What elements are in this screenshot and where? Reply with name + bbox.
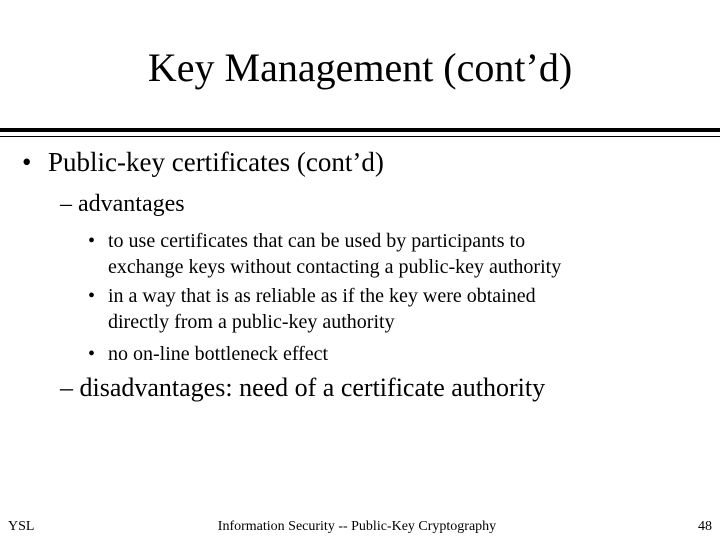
advantage-line: exchange keys without contacting a public-key authority: [108, 256, 562, 278]
advantage-item: [88, 228, 688, 280]
slide-title: Key Management (cont’d): [147, 45, 573, 90]
dash-icon: –: [60, 373, 73, 402]
bullet-icon: •: [88, 285, 96, 307]
sub-bullet-advantages: [60, 189, 185, 219]
advantage-line: no on-line bottleneck effect: [108, 343, 329, 365]
footer-course-title: Information Security -- Public-Key Cryptography: [217, 519, 497, 534]
sub-bullet-text: disadvantages: need of a certificate authority: [79, 373, 546, 402]
footer-author: YSL: [8, 519, 35, 534]
sub-bullet-disadvantages: [60, 373, 545, 403]
footer-page-number: 48: [698, 519, 712, 534]
title-divider-thin: [0, 136, 720, 137]
bullet-icon: •: [88, 230, 96, 252]
bullet-public-key-certificates: [22, 145, 384, 179]
dash-icon: –: [60, 191, 72, 217]
bullet-icon: •: [22, 147, 32, 177]
advantage-line: in a way that is as reliable as if the key were obtained: [108, 285, 536, 307]
sub-bullet-text: advantages: [78, 191, 185, 217]
advantage-item: [88, 341, 688, 367]
advantage-line: to use certificates that can be used by participants to: [108, 230, 526, 252]
title-divider-thick: [0, 128, 720, 132]
bullet-icon: •: [88, 343, 96, 365]
advantage-item: [88, 283, 688, 335]
bullet-text: Public-key certificates (cont’d): [48, 147, 384, 177]
advantage-line: directly from a public-key authority: [108, 311, 395, 333]
